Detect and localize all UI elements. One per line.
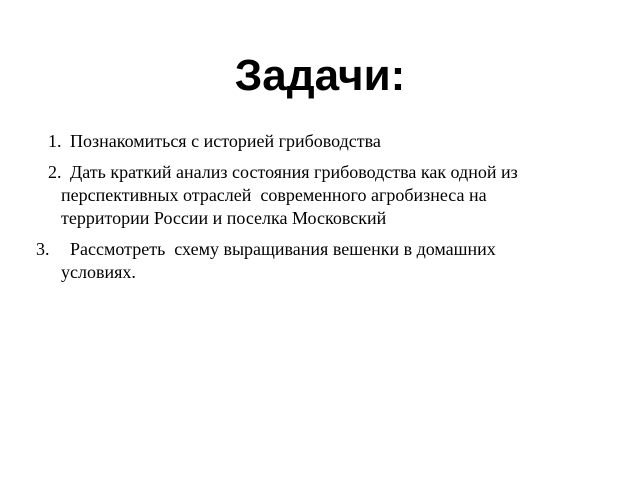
task-number: 2. bbox=[48, 162, 62, 182]
task-text-line: Дать краткий анализ состояния грибоводства как одной из bbox=[61, 162, 518, 182]
task-item-3 bbox=[36, 238, 556, 284]
task-item-1 bbox=[36, 130, 556, 153]
task-item-2 bbox=[36, 161, 556, 230]
task-text-line: условиях. bbox=[61, 262, 136, 282]
task-number: 1. bbox=[48, 131, 62, 151]
task-number: 3. bbox=[36, 239, 50, 259]
task-text-line: перспективных отраслей современного агробизнеса на bbox=[61, 185, 487, 205]
task-text-line: территории России и поселка Московский bbox=[61, 208, 387, 228]
slide-title: Задачи: bbox=[234, 51, 406, 100]
task-text-line: Рассмотреть схему выращивания вешенки в домашних bbox=[61, 239, 496, 259]
task-list bbox=[36, 130, 556, 292]
task-text-line: Познакомиться с историей грибоводства bbox=[61, 131, 381, 151]
